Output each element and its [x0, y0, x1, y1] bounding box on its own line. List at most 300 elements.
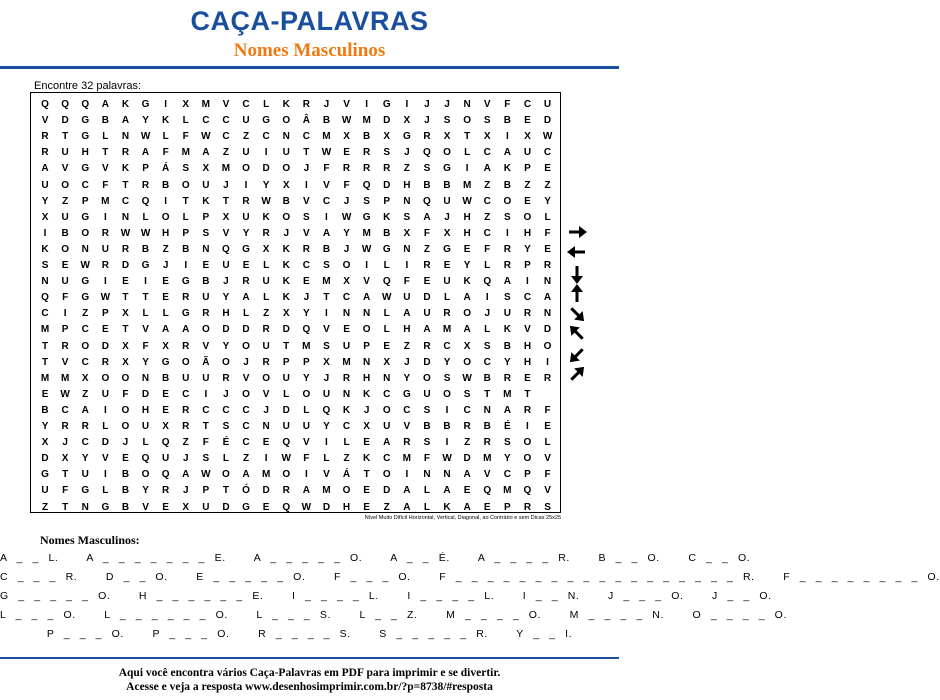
grid-cell[interactable]: M [60, 372, 70, 384]
grid-cell[interactable]: V [61, 356, 69, 368]
grid-cell[interactable]: O [463, 356, 472, 368]
grid-cell[interactable]: V [323, 469, 330, 481]
grid-cell[interactable]: J [223, 276, 229, 288]
grid-cell[interactable]: Q [322, 404, 331, 416]
grid-cell[interactable]: É [504, 421, 511, 432]
grid-cell[interactable]: G [101, 501, 110, 513]
grid-cell[interactable]: C [222, 115, 230, 127]
grid-cell[interactable]: J [444, 211, 450, 223]
grid-cell[interactable]: W [321, 147, 332, 159]
grid-cell[interactable]: U [81, 469, 89, 481]
grid-cell[interactable]: J [122, 437, 129, 449]
grid-cell[interactable]: G [81, 115, 90, 127]
grid-cell[interactable]: Y [222, 340, 230, 352]
grid-cell[interactable]: Z [484, 179, 491, 191]
grid-cell[interactable]: S [363, 195, 370, 207]
grid-cell[interactable]: S [423, 163, 431, 175]
grid-cell[interactable]: M [302, 340, 311, 352]
grid-cell[interactable]: G [81, 211, 90, 223]
grid-cell[interactable]: B [443, 421, 451, 432]
grid-cell[interactable]: F [122, 388, 129, 400]
grid-cell[interactable]: A [543, 292, 552, 304]
grid-cell[interactable]: L [343, 437, 350, 449]
grid-cell[interactable]: L [484, 260, 491, 271]
grid-cell[interactable]: U [242, 147, 250, 159]
grid-cell[interactable]: R [182, 404, 190, 416]
grid-cell[interactable]: J [263, 404, 269, 416]
grid-cell[interactable]: R [262, 324, 270, 336]
grid-cell[interactable]: E [162, 276, 169, 288]
grid-cell[interactable]: L [162, 308, 169, 320]
grid-cell[interactable]: H [363, 372, 371, 384]
grid-cell[interactable]: Q [423, 147, 431, 159]
grid-cell[interactable]: H [523, 227, 532, 239]
grid-cell[interactable]: A [242, 469, 250, 481]
grid-cell[interactable]: B [202, 276, 210, 288]
grid-cell[interactable]: O [543, 340, 552, 352]
grid-cell[interactable]: Z [423, 243, 430, 255]
grid-cell[interactable]: M [342, 356, 351, 368]
grid-cell[interactable]: Y [142, 356, 149, 368]
grid-cell[interactable]: O [222, 356, 230, 368]
grid-cell[interactable]: M [181, 147, 190, 159]
grid-cell[interactable]: R [463, 421, 471, 432]
grid-cell[interactable]: L [303, 404, 310, 416]
grid-cell[interactable]: D [282, 324, 290, 336]
grid-cell[interactable]: Z [182, 437, 189, 449]
grid-cell[interactable]: B [121, 501, 130, 513]
grid-cell[interactable]: S [483, 340, 491, 352]
grid-cell[interactable]: P [504, 501, 511, 513]
grid-cell[interactable]: Z [242, 453, 250, 465]
grid-cell[interactable]: H [403, 179, 411, 191]
grid-cell[interactable]: Y [303, 372, 310, 384]
grid-cell[interactable]: A [162, 324, 170, 336]
grid-cell[interactable]: I [164, 99, 168, 110]
grid-cell[interactable]: Y [504, 453, 511, 465]
grid-cell[interactable]: T [524, 388, 531, 400]
grid-cell[interactable]: I [304, 179, 308, 191]
grid-cell[interactable]: K [363, 388, 371, 400]
grid-cell[interactable]: A [503, 276, 511, 288]
grid-cell[interactable]: K [262, 211, 270, 223]
grid-cell[interactable]: P [142, 163, 149, 175]
grid-cell[interactable]: S [463, 388, 471, 400]
grid-cell[interactable]: P [81, 195, 89, 207]
grid-cell[interactable]: R [61, 340, 69, 352]
grid-cell[interactable]: T [122, 179, 129, 191]
grid-cell[interactable]: J [424, 115, 430, 127]
grid-cell[interactable]: O [282, 163, 291, 175]
grid-cell[interactable]: R [81, 421, 89, 432]
grid-cell[interactable]: R [503, 372, 511, 384]
grid-cell[interactable]: Y [463, 260, 471, 271]
grid-cell[interactable]: B [121, 469, 130, 481]
grid-cell[interactable]: W [201, 469, 211, 481]
grid-cell[interactable]: U [242, 115, 250, 127]
grid-cell[interactable]: U [202, 501, 210, 513]
grid-cell[interactable]: N [403, 243, 411, 255]
grid-cell[interactable]: S [323, 260, 330, 271]
grid-cell[interactable]: L [142, 211, 149, 223]
grid-cell[interactable]: D [222, 501, 230, 513]
grid-cell[interactable]: O [342, 260, 351, 271]
grid-cell[interactable]: L [263, 99, 270, 110]
grid-cell[interactable]: V [544, 485, 551, 497]
grid-cell[interactable]: U [383, 421, 391, 432]
grid-cell[interactable]: O [282, 115, 291, 127]
grid-cell[interactable]: V [41, 115, 49, 127]
grid-cell[interactable]: N [463, 99, 471, 110]
grid-cell[interactable]: R [423, 131, 431, 143]
grid-cell[interactable]: L [383, 260, 390, 271]
grid-cell[interactable]: L [423, 501, 430, 513]
grid-cell[interactable]: F [142, 340, 149, 352]
grid-cell[interactable]: Z [263, 308, 270, 320]
grid-cell[interactable]: S [383, 147, 391, 159]
grid-cell[interactable]: N [543, 276, 552, 288]
grid-cell[interactable]: P [202, 485, 210, 497]
grid-cell[interactable]: Y [142, 115, 149, 127]
grid-cell[interactable]: F [323, 163, 330, 175]
grid-cell[interactable]: A [463, 501, 471, 513]
grid-cell[interactable]: S [182, 163, 190, 175]
grid-cell[interactable]: W [201, 131, 211, 143]
grid-cell[interactable]: V [222, 99, 230, 110]
grid-cell[interactable]: R [363, 163, 371, 175]
grid-cell[interactable]: I [325, 308, 328, 320]
grid-cell[interactable]: I [164, 195, 168, 207]
grid-cell[interactable]: C [463, 404, 471, 416]
grid-cell[interactable]: D [61, 115, 69, 127]
grid-cell[interactable]: W [60, 388, 70, 400]
grid-cell[interactable]: O [242, 340, 250, 352]
grid-cell[interactable]: W [301, 501, 312, 513]
grid-cell[interactable]: I [505, 131, 509, 143]
grid-cell[interactable]: B [503, 115, 511, 127]
grid-cell[interactable]: T [41, 340, 49, 352]
grid-cell[interactable]: U [282, 147, 290, 159]
grid-cell[interactable]: H [523, 356, 532, 368]
grid-cell[interactable]: X [162, 421, 169, 432]
grid-cell[interactable]: U [202, 179, 210, 191]
grid-cell[interactable]: C [523, 99, 532, 110]
grid-cell[interactable]: Q [362, 179, 371, 191]
grid-cell[interactable]: O [121, 372, 130, 384]
grid-cell[interactable]: A [463, 324, 471, 336]
grid-cell[interactable]: Q [282, 501, 291, 513]
grid-cell[interactable]: X [202, 163, 210, 175]
grid-cell[interactable]: D [423, 292, 431, 304]
grid-cell[interactable]: X [81, 372, 89, 384]
grid-cell[interactable]: O [121, 421, 130, 432]
grid-cell[interactable]: O [523, 437, 532, 449]
grid-cell[interactable]: J [343, 243, 350, 255]
grid-cell[interactable]: K [121, 99, 130, 110]
grid-cell[interactable]: F [62, 292, 69, 304]
grid-cell[interactable]: A [503, 147, 511, 159]
grid-cell[interactable]: X [443, 131, 451, 143]
grid-cell[interactable]: E [102, 324, 109, 336]
grid-cell[interactable]: X [524, 131, 531, 143]
grid-cell[interactable]: X [463, 340, 471, 352]
grid-cell[interactable]: J [243, 356, 249, 368]
grid-cell[interactable]: J [424, 99, 430, 110]
grid-cell[interactable]: U [101, 388, 109, 400]
grid-cell[interactable]: J [323, 372, 330, 384]
grid-cell[interactable]: U [423, 308, 431, 320]
grid-cell[interactable]: Z [403, 340, 410, 352]
grid-cell[interactable]: Y [544, 195, 551, 207]
grid-cell[interactable]: C [523, 292, 532, 304]
grid-cell[interactable]: L [443, 292, 451, 304]
grid-cell[interactable]: U [41, 485, 49, 497]
grid-cell[interactable]: A [503, 404, 511, 416]
grid-cell[interactable]: V [102, 453, 109, 465]
grid-cell[interactable]: O [382, 404, 391, 416]
grid-cell[interactable]: V [544, 453, 551, 465]
grid-cell[interactable]: F [202, 437, 209, 449]
grid-cell[interactable]: P [524, 163, 531, 175]
grid-cell[interactable]: C [403, 404, 411, 416]
grid-cell[interactable]: R [342, 163, 351, 175]
grid-cell[interactable]: O [302, 388, 311, 400]
grid-cell[interactable]: T [102, 147, 109, 159]
grid-cell[interactable]: C [342, 421, 351, 432]
grid-cell[interactable]: C [242, 437, 250, 449]
grid-cell[interactable]: Q [423, 195, 431, 207]
grid-cell[interactable]: E [463, 243, 471, 255]
grid-cell[interactable]: U [302, 421, 310, 432]
grid-cell[interactable]: K [342, 404, 351, 416]
grid-cell[interactable]: N [202, 243, 210, 255]
grid-cell[interactable]: V [323, 324, 330, 336]
grid-cell[interactable]: K [443, 501, 451, 513]
grid-cell[interactable]: J [162, 260, 169, 271]
grid-cell[interactable]: V [303, 227, 310, 239]
grid-cell[interactable]: B [383, 227, 391, 239]
grid-cell[interactable]: R [383, 163, 391, 175]
grid-cell[interactable]: R [41, 131, 49, 143]
grid-cell[interactable]: I [325, 211, 328, 223]
grid-cell[interactable]: J [62, 437, 68, 449]
grid-cell[interactable]: Q [81, 99, 90, 110]
grid-cell[interactable]: V [323, 179, 330, 191]
grid-cell[interactable]: I [103, 276, 107, 288]
grid-cell[interactable]: Y [443, 356, 451, 368]
grid-cell[interactable]: J [484, 308, 491, 320]
grid-cell[interactable]: J [303, 292, 310, 304]
grid-cell[interactable]: R [363, 147, 371, 159]
grid-cell[interactable]: B [162, 372, 170, 384]
grid-cell[interactable]: F [182, 131, 189, 143]
grid-cell[interactable]: G [81, 292, 90, 304]
grid-cell[interactable]: W [341, 211, 352, 223]
grid-cell[interactable]: R [403, 437, 411, 449]
grid-cell[interactable]: I [405, 99, 409, 110]
grid-cell[interactable]: J [404, 147, 410, 159]
grid-cell[interactable]: C [342, 292, 351, 304]
grid-cell[interactable]: Ó [242, 485, 250, 497]
grid-cell[interactable]: G [382, 99, 391, 110]
grid-cell[interactable]: T [323, 292, 330, 304]
grid-cell[interactable]: Q [161, 437, 170, 449]
grid-cell[interactable]: S [202, 227, 210, 239]
grid-cell[interactable]: L [142, 437, 149, 449]
grid-cell[interactable]: F [504, 99, 511, 110]
grid-cell[interactable]: T [464, 131, 471, 143]
grid-cell[interactable]: E [544, 421, 551, 432]
grid-cell[interactable]: J [223, 179, 229, 191]
grid-cell[interactable]: B [483, 372, 491, 384]
grid-cell[interactable]: E [162, 292, 169, 304]
grid-cell[interactable]: O [282, 211, 291, 223]
grid-cell[interactable]: R [182, 421, 190, 432]
grid-cell[interactable]: U [262, 340, 270, 352]
grid-cell[interactable]: Z [162, 243, 169, 255]
grid-cell[interactable]: C [81, 179, 89, 191]
grid-cell[interactable]: E [122, 453, 129, 465]
grid-cell[interactable]: T [303, 147, 310, 159]
grid-cell[interactable]: W [341, 115, 352, 127]
grid-cell[interactable]: T [202, 421, 209, 432]
grid-cell[interactable]: G [81, 163, 90, 175]
grid-cell[interactable]: E [303, 276, 310, 288]
grid-cell[interactable]: C [41, 308, 49, 320]
grid-cell[interactable]: O [523, 453, 532, 465]
grid-cell[interactable]: F [403, 276, 410, 288]
grid-cell[interactable]: A [322, 227, 331, 239]
grid-cell[interactable]: M [483, 453, 492, 465]
grid-cell[interactable]: K [162, 115, 170, 127]
grid-cell[interactable]: O [81, 227, 90, 239]
grid-cell[interactable]: A [41, 163, 49, 175]
grid-cell[interactable]: O [222, 469, 230, 481]
grid-cell[interactable]: D [101, 340, 109, 352]
grid-cell[interactable]: Y [242, 227, 250, 239]
grid-cell[interactable]: A [383, 437, 391, 449]
grid-cell[interactable]: U [543, 99, 552, 110]
grid-cell[interactable]: Y [343, 227, 350, 239]
grid-cell[interactable]: C [81, 324, 89, 336]
grid-cell[interactable]: H [342, 501, 351, 513]
grid-cell[interactable]: C [302, 260, 310, 271]
grid-cell[interactable]: O [161, 211, 170, 223]
grid-cell[interactable]: D [423, 356, 431, 368]
grid-cell[interactable]: A [443, 485, 451, 497]
grid-cell[interactable]: E [483, 501, 491, 513]
grid-cell[interactable]: R [302, 99, 310, 110]
grid-cell[interactable]: I [526, 421, 529, 432]
grid-cell[interactable]: O [443, 147, 451, 159]
grid-cell[interactable]: R [543, 372, 552, 384]
grid-cell[interactable]: N [342, 388, 351, 400]
grid-cell[interactable]: F [343, 179, 350, 191]
grid-cell[interactable]: G [402, 131, 411, 143]
grid-cell[interactable]: N [121, 211, 130, 223]
grid-cell[interactable]: E [242, 260, 250, 271]
grid-cell[interactable]: O [423, 372, 431, 384]
grid-cell[interactable]: M [221, 163, 231, 175]
grid-cell[interactable]: A [403, 501, 411, 513]
grid-cell[interactable]: R [101, 260, 109, 271]
grid-cell[interactable]: E [363, 437, 370, 449]
grid-cell[interactable]: O [463, 308, 472, 320]
grid-cell[interactable]: I [103, 211, 107, 223]
grid-cell[interactable]: K [282, 99, 290, 110]
grid-cell[interactable]: S [504, 211, 511, 223]
grid-cell[interactable]: I [505, 227, 509, 239]
grid-cell[interactable]: C [222, 131, 230, 143]
grid-cell[interactable]: X [282, 308, 290, 320]
grid-cell[interactable]: I [485, 292, 489, 304]
grid-cell[interactable]: U [523, 147, 532, 159]
grid-cell[interactable]: L [323, 453, 330, 465]
grid-cell[interactable]: V [242, 372, 250, 384]
grid-cell[interactable]: P [282, 356, 290, 368]
grid-cell[interactable]: V [303, 437, 310, 449]
grid-cell[interactable]: W [361, 243, 372, 255]
grid-cell[interactable]: A [403, 485, 411, 497]
grid-cell[interactable]: I [405, 260, 409, 271]
grid-cell[interactable]: B [182, 243, 190, 255]
grid-cell[interactable]: L [544, 211, 551, 223]
grid-cell[interactable]: V [363, 276, 370, 288]
grid-cell[interactable]: O [523, 211, 532, 223]
grid-cell[interactable]: E [443, 260, 451, 271]
grid-cell[interactable]: X [41, 211, 49, 223]
grid-cell[interactable]: N [403, 195, 411, 207]
grid-cell[interactable]: Y [524, 243, 531, 255]
grid-cell[interactable]: K [282, 292, 290, 304]
grid-cell[interactable]: F [544, 227, 551, 239]
grid-cell[interactable]: E [363, 485, 370, 497]
grid-cell[interactable]: B [443, 179, 451, 191]
grid-cell[interactable]: G [41, 469, 49, 481]
grid-cell[interactable]: M [40, 324, 50, 336]
grid-cell[interactable]: C [61, 404, 69, 416]
grid-cell[interactable]: R [202, 308, 210, 320]
grid-cell[interactable]: N [41, 276, 49, 288]
grid-cell[interactable]: V [483, 469, 491, 481]
grid-cell[interactable]: U [262, 276, 270, 288]
grid-cell[interactable]: X [122, 340, 129, 352]
grid-cell[interactable]: R [483, 437, 491, 449]
grid-cell[interactable]: G [262, 115, 271, 127]
grid-cell[interactable]: A [302, 485, 310, 497]
grid-cell[interactable]: R [121, 243, 130, 255]
grid-cell[interactable]: O [362, 324, 371, 336]
grid-cell[interactable]: Z [383, 501, 390, 513]
grid-cell[interactable]: K [503, 324, 511, 336]
grid-cell[interactable]: X [61, 453, 69, 465]
grid-cell[interactable]: Z [484, 211, 491, 223]
grid-cell[interactable]: R [242, 276, 250, 288]
grid-cell[interactable]: B [282, 195, 290, 207]
grid-cell[interactable]: S [443, 372, 451, 384]
grid-cell[interactable]: X [282, 179, 290, 191]
grid-cell[interactable]: O [342, 485, 351, 497]
grid-cell[interactable]: O [81, 340, 90, 352]
grid-cell[interactable]: R [242, 195, 250, 207]
grid-cell[interactable]: T [484, 388, 491, 400]
grid-cell[interactable]: V [483, 99, 491, 110]
grid-cell[interactable]: R [222, 372, 230, 384]
grid-cell[interactable]: S [303, 211, 310, 223]
grid-cell[interactable]: U [61, 276, 69, 288]
grid-cell[interactable]: I [445, 404, 449, 416]
grid-cell[interactable]: U [322, 388, 331, 400]
